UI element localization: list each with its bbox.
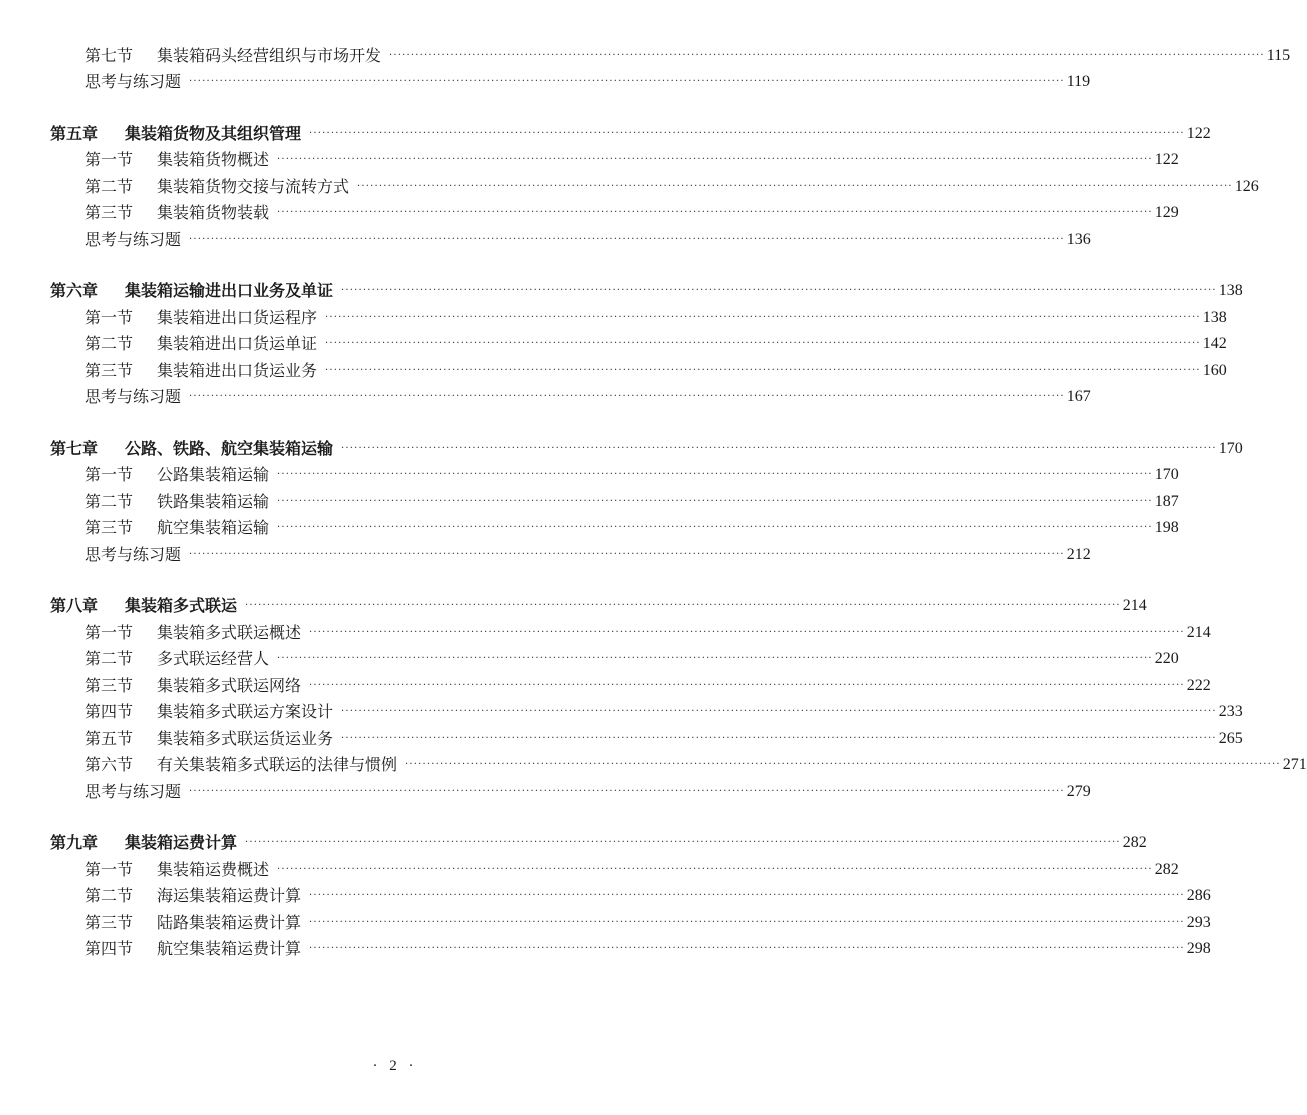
page-number: 126 <box>1234 177 1259 195</box>
dot-leader: ········································································································································································································ <box>277 495 1153 507</box>
section-number: 第四节 <box>85 702 134 721</box>
section-number: 第二节 <box>85 176 134 196</box>
page-number: 286 <box>1186 887 1211 904</box>
page-number: 282 <box>1154 860 1179 878</box>
dot-leader: ········································································································································································································ <box>189 233 1065 245</box>
section-title: 思考与练习题 <box>85 781 182 801</box>
page-number: 122 <box>1154 151 1179 168</box>
page-number: 214 <box>1186 623 1211 641</box>
dot-leader: ········································································································································································································ <box>277 653 1153 664</box>
dot-leader: ········································································································································································································ <box>341 285 1217 296</box>
toc-chapter-row <box>0 827 1147 854</box>
dot-leader: ········································································································································································································ <box>189 548 1065 560</box>
section-number: 第三节 <box>85 912 134 932</box>
section-title: 集装箱码头经营组织与市场开发 <box>157 45 382 65</box>
section-number: 第二节 <box>85 334 134 353</box>
chapter-gap <box>0 92 790 117</box>
toc-section-row <box>0 459 1179 486</box>
toc-section-row <box>0 485 1179 512</box>
section-title: 铁路集装箱运输 <box>157 491 270 511</box>
dot-leader: ········································································································································································································ <box>309 943 1185 954</box>
section-title: 思考与练习题 <box>85 72 182 91</box>
chapter-title: 集装箱货物及其组织管理 <box>125 123 302 143</box>
section-number: 第一节 <box>85 465 134 484</box>
dot-leader: ········································································································································································································ <box>245 600 1121 611</box>
section-title: 集装箱多式联运网络 <box>157 675 302 695</box>
page-number: 282 <box>1122 834 1147 851</box>
dot-leader: ········································································································································································································ <box>309 916 1185 928</box>
section-title: 集装箱多式联运方案设计 <box>157 702 334 721</box>
dot-leader: ········································································································································································································ <box>405 759 1281 770</box>
toc-section-row <box>0 39 1291 66</box>
page-number: 212 <box>1066 545 1091 563</box>
chapter-number: 第八章 <box>50 596 99 615</box>
section-title: 有关集装箱多式联运的法律与惯例 <box>157 755 398 774</box>
toc-section-row <box>0 906 1211 933</box>
dot-leader: ········································································································································································································ <box>277 469 1153 480</box>
chapter-gap <box>0 407 790 432</box>
section-number: 第三节 <box>85 360 134 380</box>
chapter-number: 第五章 <box>50 123 99 143</box>
page-number: 298 <box>1186 940 1211 957</box>
toc-section-row <box>0 328 1227 355</box>
dot-leader: ········································································································································································································ <box>389 49 1265 61</box>
page-number: 198 <box>1154 519 1179 536</box>
toc-section-row <box>0 722 1243 749</box>
section-number: 第六节 <box>85 755 134 774</box>
dot-leader: ········································································································································································································ <box>325 338 1201 349</box>
toc-section-row <box>0 643 1179 670</box>
page-number: 138 <box>1202 308 1227 326</box>
dot-leader: ········································································································································································································ <box>341 706 1217 717</box>
section-number: 第一节 <box>85 859 134 879</box>
section-number: 第七节 <box>85 45 134 65</box>
toc-section-row <box>0 197 1179 224</box>
section-title: 集装箱进出口货运程序 <box>157 307 318 327</box>
page-number: 233 <box>1218 703 1243 720</box>
toc-section-row <box>0 933 1211 960</box>
section-title: 集装箱进出口货运业务 <box>157 360 318 380</box>
dot-leader: ········································································································································································································ <box>189 76 1065 87</box>
page-number: 160 <box>1202 361 1227 379</box>
dot-leader: ········································································································································································································ <box>309 679 1185 691</box>
section-number: 第五节 <box>85 728 134 748</box>
chapter-gap <box>0 802 790 827</box>
toc-chapter-row <box>0 432 1243 459</box>
dot-leader: ········································································································································································································ <box>189 391 1065 402</box>
toc-chapter-row <box>0 117 1211 144</box>
section-number: 第二节 <box>85 886 134 905</box>
page-number: 167 <box>1066 388 1091 405</box>
toc-section-row <box>0 144 1179 171</box>
dot-leader: ········································································································································································································ <box>277 207 1153 218</box>
toc-exercise-row <box>0 381 1091 408</box>
page-number: 220 <box>1154 650 1179 667</box>
page-number: 138 <box>1218 282 1243 299</box>
section-title: 航空集装箱运费计算 <box>157 939 302 958</box>
section-title: 集装箱多式联运概述 <box>157 622 302 642</box>
chapter-gap <box>0 250 790 275</box>
toc-exercise-row <box>0 66 1091 93</box>
page-number: 293 <box>1186 913 1211 931</box>
section-title: 集装箱进出口货运单证 <box>157 334 318 353</box>
section-title: 航空集装箱运输 <box>157 518 270 537</box>
section-number: 第二节 <box>85 491 134 511</box>
section-title: 集装箱货物概述 <box>157 150 270 169</box>
dot-leader: ········································································································································································································ <box>325 364 1201 376</box>
page-number: 142 <box>1202 335 1227 352</box>
section-title: 集装箱货物交接与流转方式 <box>157 176 350 196</box>
section-title: 集装箱运费概述 <box>157 859 270 879</box>
dot-leader: ········································································································································································································ <box>245 837 1121 848</box>
dot-leader: ········································································································································································································ <box>277 863 1153 875</box>
section-number: 第二节 <box>85 649 134 668</box>
toc-section-row <box>0 616 1211 643</box>
page-number: 279 <box>1066 782 1091 800</box>
chapter-title: 公路、铁路、航空集装箱运输 <box>125 438 334 458</box>
section-title: 多式联运经营人 <box>157 649 270 668</box>
dot-leader: ········································································································································································································ <box>341 732 1217 744</box>
toc-exercise-row <box>0 775 1091 802</box>
page-number: 214 <box>1122 597 1147 614</box>
section-number: 第三节 <box>85 675 134 695</box>
page-number: 115 <box>1266 46 1291 64</box>
table-of-contents <box>0 39 1307 959</box>
dot-leader: ········································································································································································································ <box>189 785 1065 797</box>
section-number: 第一节 <box>85 622 134 642</box>
page-number: 222 <box>1186 676 1211 694</box>
chapter-number: 第七章 <box>50 438 99 458</box>
section-title: 思考与练习题 <box>85 387 182 406</box>
chapter-gap <box>0 565 790 590</box>
page-number: 271 <box>1282 756 1307 773</box>
dot-leader: ········································································································································································································ <box>341 442 1217 454</box>
chapter-number: 第九章 <box>50 833 99 852</box>
toc-section-row <box>0 301 1227 328</box>
chapter-title: 集装箱运输进出口业务及单证 <box>125 281 334 300</box>
page-number: 170 <box>1154 466 1179 483</box>
section-title: 思考与练习题 <box>85 229 182 249</box>
page-number: 136 <box>1066 230 1091 248</box>
toc-exercise-row <box>0 538 1091 565</box>
section-title: 集装箱货物装载 <box>157 203 270 222</box>
dot-leader: ········································································································································································································ <box>309 127 1185 139</box>
section-number: 第三节 <box>85 518 134 537</box>
dot-leader: ········································································································································································································ <box>325 311 1201 323</box>
chapter-title: 集装箱多式联运 <box>125 596 238 615</box>
toc-section-row <box>0 669 1211 696</box>
toc-section-row <box>0 696 1243 723</box>
section-title: 思考与练习题 <box>85 544 182 564</box>
page-number: 170 <box>1218 439 1243 457</box>
section-number: 第一节 <box>85 150 134 169</box>
toc-chapter-row <box>0 590 1147 617</box>
toc-chapter-row <box>0 275 1243 302</box>
dot-leader: ········································································································································································································ <box>309 626 1185 638</box>
toc-section-row <box>0 170 1259 197</box>
page-number: 187 <box>1154 492 1179 510</box>
chapter-number: 第六章 <box>50 281 99 300</box>
section-number: 第三节 <box>85 203 134 222</box>
page-number: 265 <box>1218 729 1243 747</box>
toc-section-row <box>0 512 1179 539</box>
toc-exercise-row <box>0 223 1091 250</box>
page-number: 122 <box>1186 124 1211 142</box>
dot-leader: ········································································································································································································ <box>277 522 1153 533</box>
dot-leader: ········································································································································································································ <box>309 890 1185 901</box>
section-title: 集装箱多式联运货运业务 <box>157 728 334 748</box>
section-title: 公路集装箱运输 <box>157 465 270 484</box>
section-number: 第四节 <box>85 939 134 958</box>
dot-leader: ········································································································································································································ <box>357 180 1233 192</box>
section-number: 第一节 <box>85 307 134 327</box>
chapter-title: 集装箱运费计算 <box>125 833 238 852</box>
toc-section-row <box>0 880 1211 907</box>
dot-leader: ········································································································································································································ <box>277 154 1153 165</box>
toc-section-row <box>0 749 1307 776</box>
section-title: 陆路集装箱运费计算 <box>157 912 302 932</box>
section-title: 海运集装箱运费计算 <box>157 886 302 905</box>
toc-section-row <box>0 853 1179 880</box>
page-number: 119 <box>1066 73 1091 90</box>
page-number: 129 <box>1154 204 1179 221</box>
toc-section-row <box>0 354 1227 381</box>
page-footer-number: · 2 · <box>372 1058 418 1074</box>
